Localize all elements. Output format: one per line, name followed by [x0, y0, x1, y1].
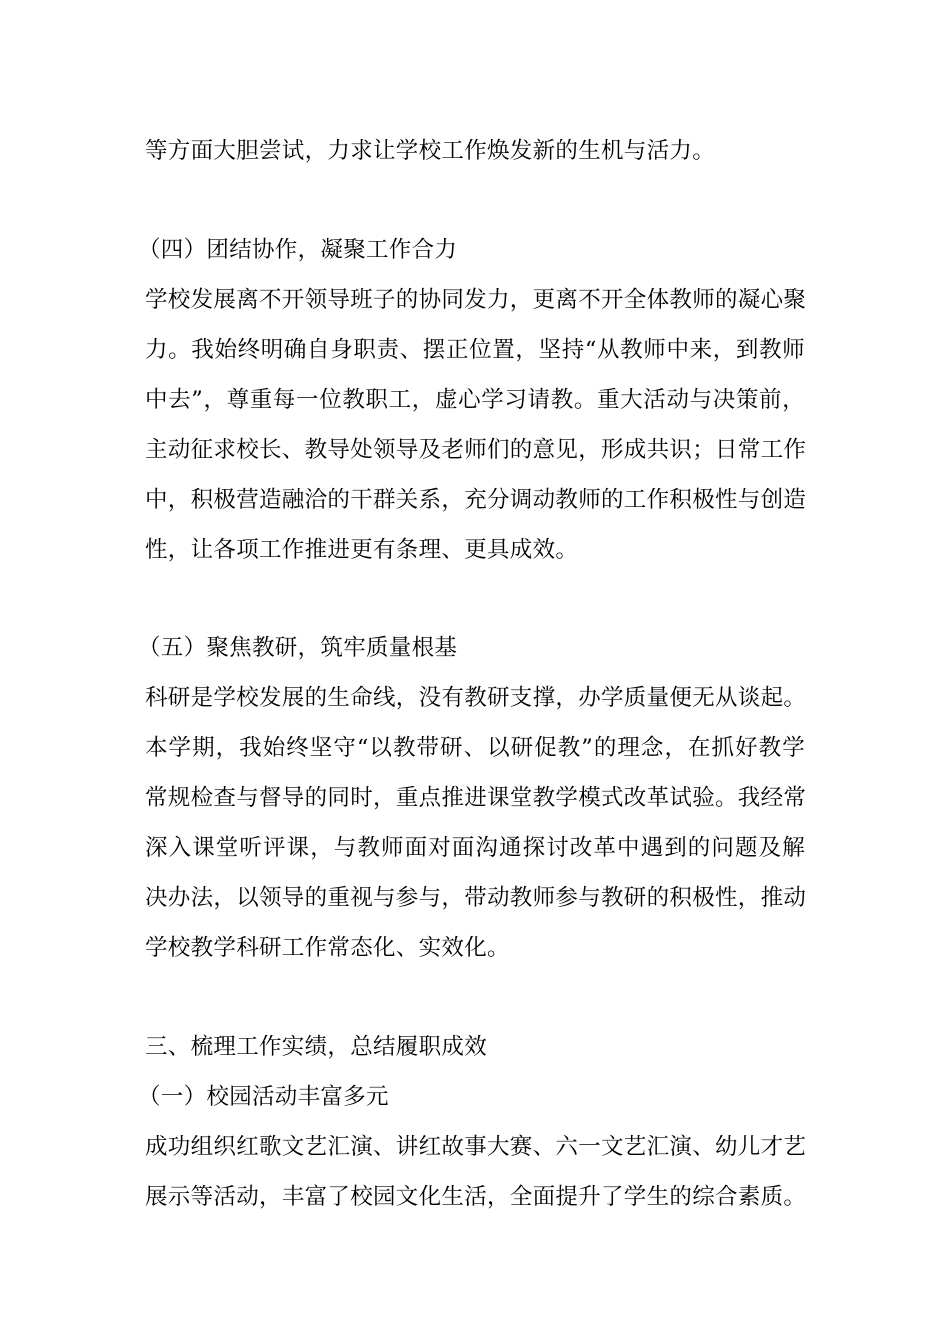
paragraph-line: 深入课堂听评课，与教师面对面沟通探讨改革中遇到的问题及解	[145, 835, 805, 861]
paragraph-line: 成功组织红歌文艺汇演、讲红故事大赛、六一文艺汇演、幼儿才艺	[145, 1134, 807, 1160]
paragraph-line: 展示等活动，丰富了校园文化生活，全面提升了学生的综合素质。	[145, 1184, 807, 1210]
paragraph-line: 主动征求校长、教导处领导及老师们的意见，形成共识；日常工作	[145, 437, 807, 463]
paragraph-line: 科研是学校发展的生命线，没有教研支撑，办学质量便无从谈起。	[145, 685, 807, 711]
paragraph-line: 本学期，我始终坚守“以教带研、以研促教”的理念，在抓好教学	[145, 735, 805, 761]
section-heading-1: （一）校园活动丰富多元	[138, 1084, 389, 1110]
paragraph-line: 常规检查与督导的同时，重点推进课堂教学模式改革试验。我经常	[145, 785, 807, 811]
paragraph-line: 中去”，尊重每一位教职工，虚心学习请教。重大活动与决策前，	[145, 387, 805, 413]
paragraph-line: 性，让各项工作推进更有条理、更具成效。	[145, 537, 579, 563]
section-heading-4: （四）团结协作，凝聚工作合力	[138, 237, 458, 263]
paragraph-line: 中，积极营造融洽的干群关系，充分调动教师的工作积极性与创造	[145, 487, 807, 513]
paragraph-line: 力。我始终明确自身职责、摆正位置，坚持“从教师中来，到教师	[145, 337, 805, 363]
paragraph-line: 学校教学科研工作常态化、实效化。	[145, 935, 510, 961]
chapter-heading-3: 三、梳理工作实绩，总结履职成效	[145, 1034, 488, 1060]
section-heading-5: （五）聚焦教研，筑牢质量根基	[138, 635, 458, 661]
paragraph-line: 决办法，以领导的重视与参与，带动教师参与教研的积极性，推动	[145, 885, 807, 911]
paragraph-line: 等方面大胆尝试，力求让学校工作焕发新的生机与活力。	[145, 138, 716, 164]
paragraph-line: 学校发展离不开领导班子的协同发力，更离不开全体教师的凝心聚	[145, 287, 807, 313]
